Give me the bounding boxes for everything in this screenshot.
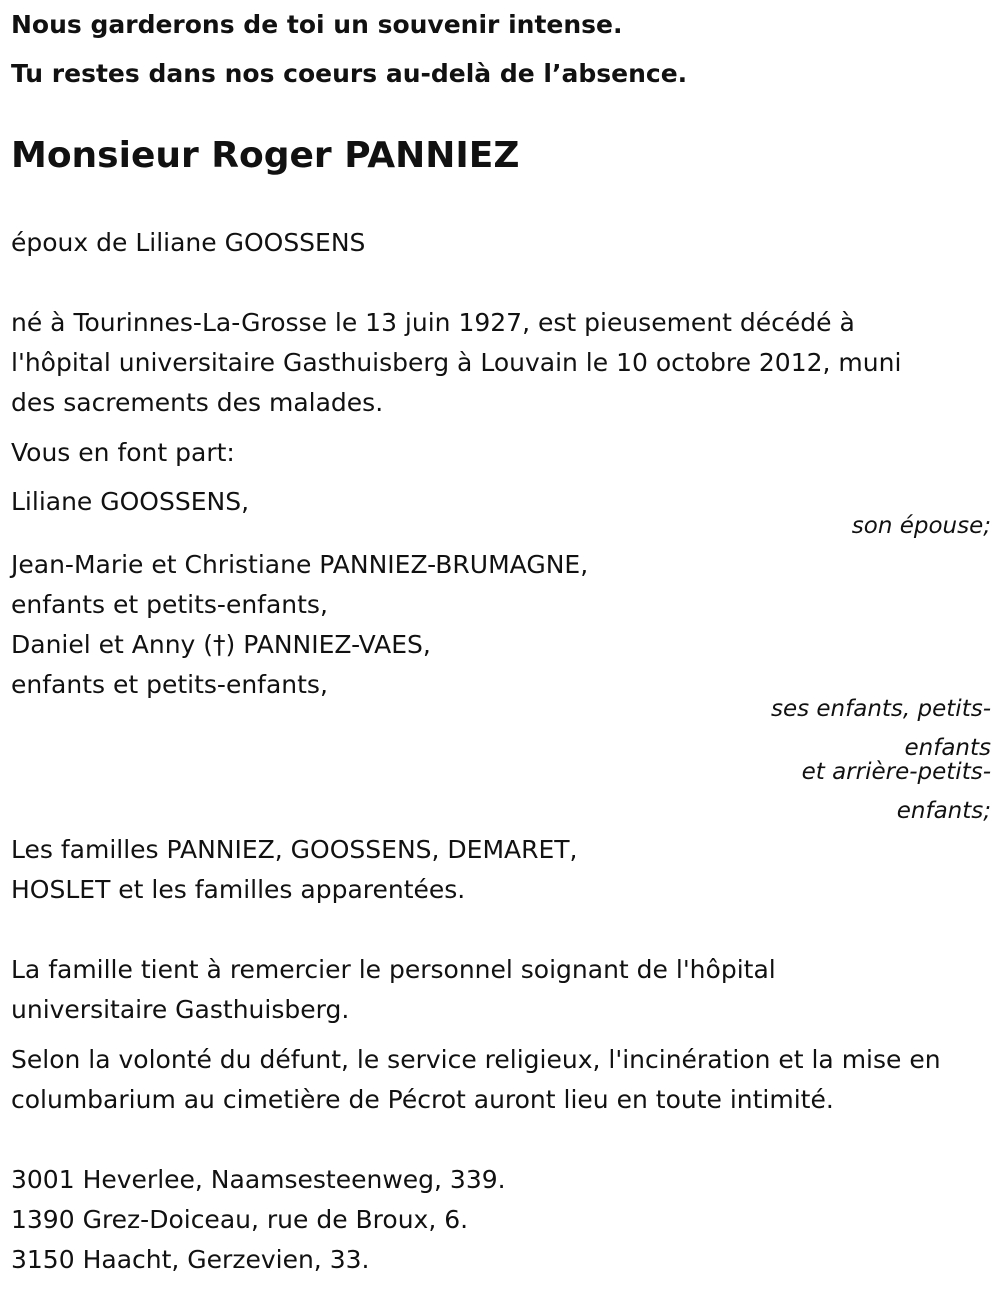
epigraph-line-1: Nous garderons de toi un souvenir intense. <box>11 10 623 39</box>
children-role-line-3: et arrière-petits- <box>801 759 991 785</box>
service-line-2: columbarium au cimetière de Pécrot auront lieu en toute intimité. <box>11 1085 834 1114</box>
thanks-line-2: universitaire Gasthuisberg. <box>11 995 350 1024</box>
service-line-1: Selon la volonté du défunt, le service religieux, l'incinération et la mise en <box>11 1045 941 1074</box>
children-line-1: Jean-Marie et Christiane PANNIEZ-BRUMAGNE, <box>11 550 589 579</box>
address-line-1: 3001 Heverlee, Naamsesteenweg, 339. <box>11 1165 506 1194</box>
children-role-line-1: ses enfants, petits- <box>770 696 991 722</box>
spouse-role: son épouse; <box>851 513 991 539</box>
families-line-2: HOSLET et les familles apparentées. <box>11 875 466 904</box>
children-line-4: enfants et petits-enfants, <box>11 670 328 699</box>
children-role-line-4: enfants; <box>896 798 991 824</box>
deceased-name: Monsieur Roger PANNIEZ <box>11 135 520 176</box>
thanks-line-1: La famille tient à remercier le personnel soignant de l'hôpital <box>11 955 776 984</box>
address-line-2: 1390 Grez-Doiceau, rue de Broux, 6. <box>11 1205 469 1234</box>
families-line-1: Les familles PANNIEZ, GOOSSENS, DEMARET, <box>11 835 578 864</box>
announce-line: Vous en font part: <box>11 438 235 467</box>
address-line-3: 3150 Haacht, Gerzevien, 33. <box>11 1245 370 1274</box>
birth-death-line-3: des sacrements des malades. <box>11 388 384 417</box>
birth-death-line-1: né à Tourinnes-La-Grosse le 13 juin 1927, est pieusement décédé à <box>11 308 855 337</box>
spouse-name: Liliane GOOSSENS, <box>11 487 250 516</box>
spouse-of-line: époux de Liliane GOOSSENS <box>11 228 366 257</box>
children-line-3: Daniel et Anny (†) PANNIEZ-VAES, <box>11 630 431 659</box>
epigraph-line-2: Tu restes dans nos coeurs au-delà de l’absence. <box>11 59 688 88</box>
children-line-2: enfants et petits-enfants, <box>11 590 328 619</box>
children-role-line-2: enfants <box>904 735 991 761</box>
birth-death-line-2: l'hôpital universitaire Gasthuisberg à Louvain le 10 octobre 2012, muni <box>11 348 902 377</box>
